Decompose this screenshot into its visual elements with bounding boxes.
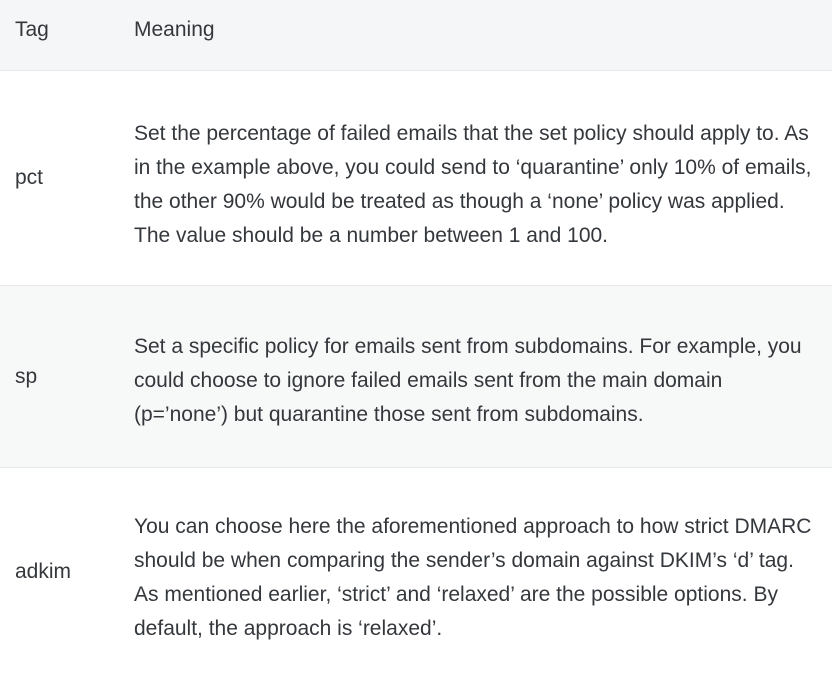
tag-cell: sp: [15, 364, 38, 388]
table-row: [0, 286, 832, 468]
header-meaning: Meaning: [134, 18, 215, 41]
table-row: [0, 468, 832, 676]
table-row: [0, 71, 832, 286]
table-header-row: [0, 0, 832, 71]
meaning-cell: Set the percentage of failed emails that the set policy should apply to. As in the example above, you could send to ‘quarantine’ only 10% of emails, the other 90% would be treated as though a ‘none’ policy was applied. The value should be a number between 1 and 100.: [134, 122, 812, 247]
tag-cell: pct: [15, 166, 44, 189]
header-tag: Tag: [15, 18, 49, 41]
meaning-cell: Set a specific policy for emails sent from subdomains. For example, you could choose to ignore failed emails sent from the main domain (p=’none’) but quarantine those sent from subdomains.: [134, 334, 802, 426]
meaning-cell: You can choose here the aforementioned approach to how strict DMARC should be when comparing the sender’s domain against DKIM’s ‘d’ tag. As mentioned earlier, ‘strict’ and ‘relaxed’ are the possible options. By default, the approach is ‘relaxed’.: [134, 515, 812, 640]
tag-cell: adkim: [15, 560, 72, 583]
